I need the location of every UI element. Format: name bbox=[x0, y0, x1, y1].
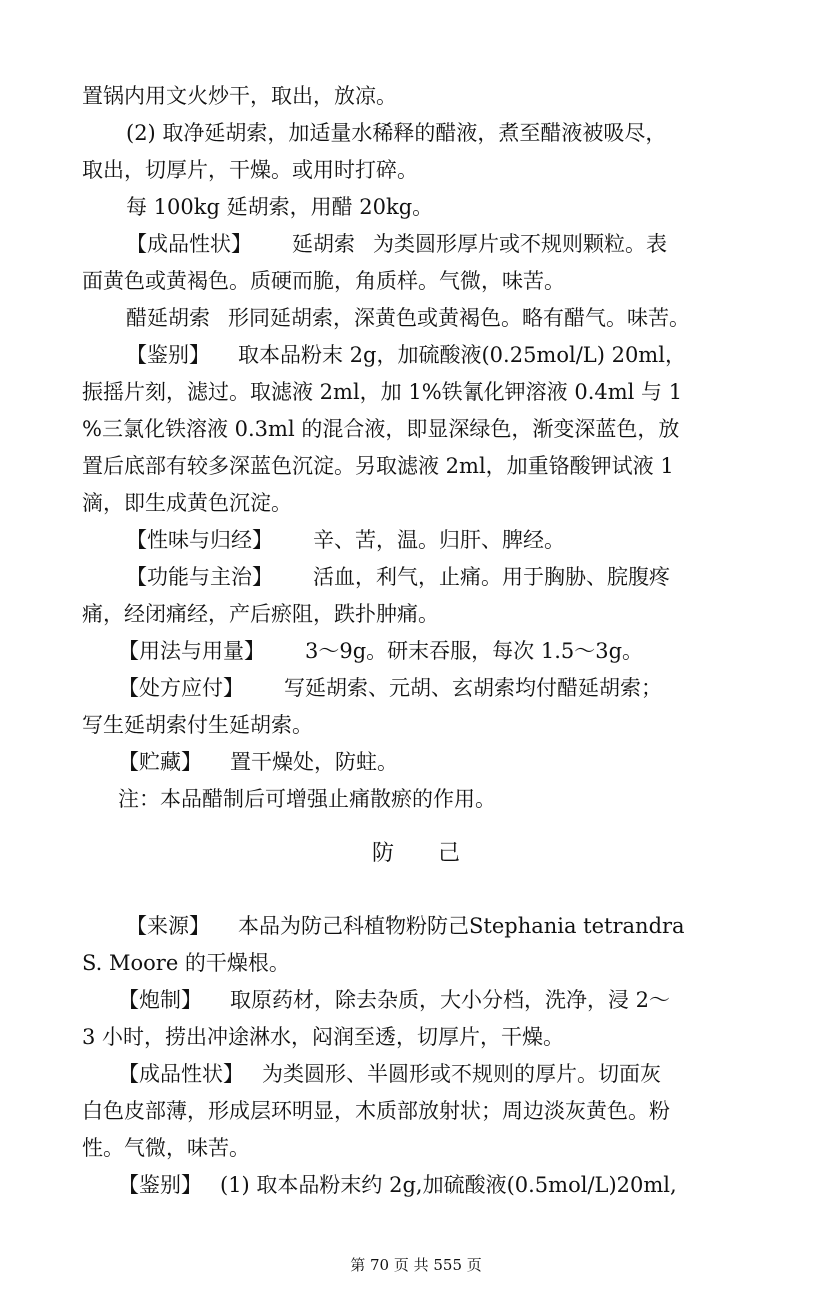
chengpin2-line-3: 性。气微，味苦。 bbox=[82, 1136, 250, 1160]
jianbie2-line-1 bbox=[82, 1167, 754, 1204]
text-span: 为类圆形厚片或不规则颗粒。表 bbox=[373, 232, 667, 256]
text-span: (1) 取本品粉末约 2g,加硫酸液(0.5mol/L)20ml, bbox=[220, 1173, 677, 1197]
chengpin-line-2: 面黄色或黄褐色。质硬而脆，角质样。气微，味苦。 bbox=[82, 269, 565, 293]
section-label: 【性味与归经】 bbox=[126, 528, 273, 552]
text-line: 置锅内用文火炒干，取出，放凉。 bbox=[82, 84, 397, 108]
title-char: 己 bbox=[438, 841, 461, 866]
text-line: 每 100kg 延胡索，用醋 20kg。 bbox=[126, 195, 434, 219]
section-label: 【炮制】 bbox=[118, 988, 202, 1012]
zhucang-line bbox=[82, 744, 754, 781]
note-line: 注：本品醋制后可增强止痛散瘀的作用。 bbox=[118, 787, 496, 811]
section-label: 【鉴别】 bbox=[126, 343, 210, 367]
text-span: 辛、苦，温。归肝、脾经。 bbox=[313, 528, 565, 552]
text-span: 3～9g。研末吞服，每次 1.5～3g。 bbox=[305, 639, 644, 663]
section-label: 【用法与用量】 bbox=[118, 639, 265, 663]
chufang-line-2: 写生延胡索付生延胡索。 bbox=[82, 713, 313, 737]
section-label: 【成品性状】 bbox=[126, 232, 252, 256]
chengpin2-line-2: 白色皮部薄，形成层环明显，木质部放射状；周边淡灰黄色。粉 bbox=[82, 1099, 670, 1123]
text-block-bottom bbox=[82, 908, 754, 1204]
text-span: 取本品粉末 2g，加硫酸液(0.25mol/L) 20ml， bbox=[238, 343, 686, 367]
jianbie-line-3: %三氯化铁溶液 0.3ml 的混合液，即显深绿色，渐变深蓝色，放 bbox=[82, 417, 680, 441]
text-span: 为类圆形、半圆形或不规则的厚片。切面灰 bbox=[262, 1062, 661, 1086]
section-label: 【成品性状】 bbox=[118, 1062, 244, 1086]
laiyuan-line-1 bbox=[82, 908, 754, 945]
gongneng-line-2: 痛，经闭痛经，产后瘀阻，跌扑肿痛。 bbox=[82, 602, 439, 626]
section-label: 【贮藏】 bbox=[118, 750, 202, 774]
yongfa-line bbox=[82, 633, 754, 670]
item-name: 延胡索 bbox=[292, 232, 355, 256]
text-span: 活血，利气，止痛。用于胸胁、脘腹疼 bbox=[313, 565, 670, 589]
section-label: 【处方应付】 bbox=[118, 676, 244, 700]
text-span: 置干燥处，防蛀。 bbox=[230, 750, 398, 774]
text-line: 取出，切厚片，干燥。或用时打碎。 bbox=[82, 158, 418, 182]
section-label: 【鉴别】 bbox=[118, 1173, 202, 1197]
text-span: 取原药材，除去杂质，大小分档，洗净，浸 2～ bbox=[230, 988, 671, 1012]
section-label: 【来源】 bbox=[126, 914, 210, 938]
text-line: (2) 取净延胡索，加适量水稀释的醋液，煮至醋液被吸尽， bbox=[126, 121, 667, 145]
text-span: 形同延胡索，深黄色或黄褐色。略有醋气。味苦。 bbox=[228, 306, 690, 330]
item-name: 醋延胡索 bbox=[126, 306, 210, 330]
chengpin2-line-1 bbox=[82, 1056, 754, 1093]
text-block-top bbox=[82, 78, 754, 818]
paozhi-line-2: 3 小时，捞出冲途淋水，闷润至透，切厚片，干燥。 bbox=[82, 1025, 565, 1049]
jianbie-line-1 bbox=[82, 337, 754, 374]
chengpin-line-1 bbox=[82, 226, 754, 263]
section-label: 【功能与主治】 bbox=[126, 565, 273, 589]
title-char: 防 bbox=[371, 841, 394, 866]
gongneng-line-1 bbox=[82, 559, 754, 596]
laiyuan-line-2: S. Moore 的干燥根。 bbox=[82, 951, 290, 975]
chufang-line-1 bbox=[82, 670, 754, 707]
jianbie-line-2: 振摇片刻，滤过。取滤液 2ml，加 1%铁氰化钾溶液 0.4ml 与 1 bbox=[82, 380, 683, 404]
cu-line bbox=[82, 300, 754, 337]
page-footer: 第 70 页 共 555 页 bbox=[350, 1256, 482, 1274]
text-span: 写延胡索、元胡、玄胡索均付醋延胡索； bbox=[284, 676, 662, 700]
jianbie-line-4: 置后底部有较多深蓝色沉淀。另取滤液 2ml，加重铬酸钾试液 1 bbox=[82, 454, 674, 478]
section-title bbox=[0, 836, 832, 867]
paozhi-line-1 bbox=[82, 982, 754, 1019]
jianbie-line-5: 滴，即生成黄色沉淀。 bbox=[82, 491, 292, 515]
text-span: 本品为防己科植物粉防己Stephania tetrandra bbox=[238, 914, 685, 938]
xingwei-line bbox=[82, 522, 754, 559]
